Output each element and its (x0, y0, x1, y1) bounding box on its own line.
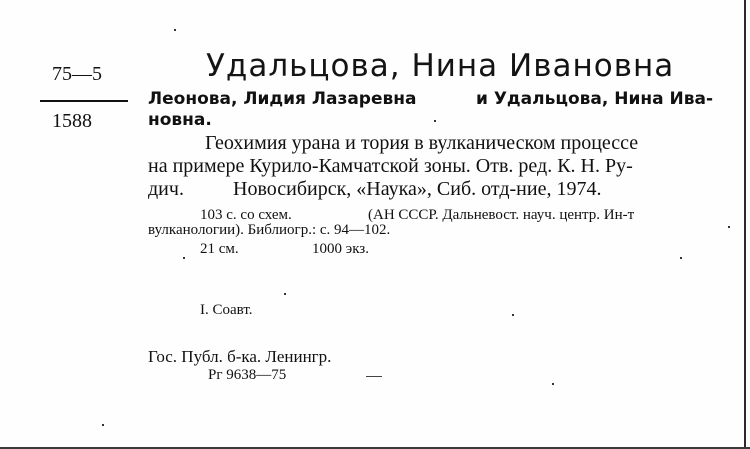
size: 21 см. (200, 241, 239, 257)
speck (512, 314, 514, 316)
speck (680, 257, 682, 259)
class-number-divider (40, 100, 128, 102)
registration-number: Рг 9638—75 (208, 367, 287, 383)
library-name: Гос. Публ. б-ка. Ленингр. (148, 347, 332, 366)
title-line-3-editor: дич. (148, 178, 184, 200)
speck (174, 29, 176, 31)
author-entry-second: и Удальцова, Нина Ива- (476, 89, 714, 109)
title-line-2: на примере Курило-Камчатской зоны. Отв. ред. К. Н. Ру- (148, 155, 633, 177)
pagination: 103 с. со схем. (200, 207, 292, 223)
title-line-1: Геохимия урана и тория в вулканическом процессе (205, 132, 639, 154)
class-number: 75—5 (52, 63, 102, 85)
handwritten-heading: Удальцова, Нина Ивановна (206, 48, 675, 84)
print-run: 1000 экз. (312, 241, 369, 257)
shelf-number: 1588 (52, 110, 92, 132)
speck (728, 226, 730, 228)
author-entry-first: Леонова, Лидия Лазаревна (148, 89, 417, 109)
imprint: Новосибирск, «Наука», Сиб. отд-ние, 1974. (233, 178, 602, 200)
speck (102, 424, 104, 426)
author-entry-continuation: новна. (148, 110, 212, 130)
speck (552, 383, 554, 385)
tracing: I. Соавт. (200, 302, 253, 318)
series-line-1: (АН СССР. Дальневост. науч. центр. Ин-т (368, 207, 635, 223)
speck (434, 120, 436, 122)
series-line-2: вулканологии). Библиогр.: с. 94—102. (148, 222, 391, 238)
card-right-edge (744, 0, 746, 449)
speck (183, 257, 185, 259)
stray-mark (366, 376, 382, 377)
speck (284, 293, 286, 295)
